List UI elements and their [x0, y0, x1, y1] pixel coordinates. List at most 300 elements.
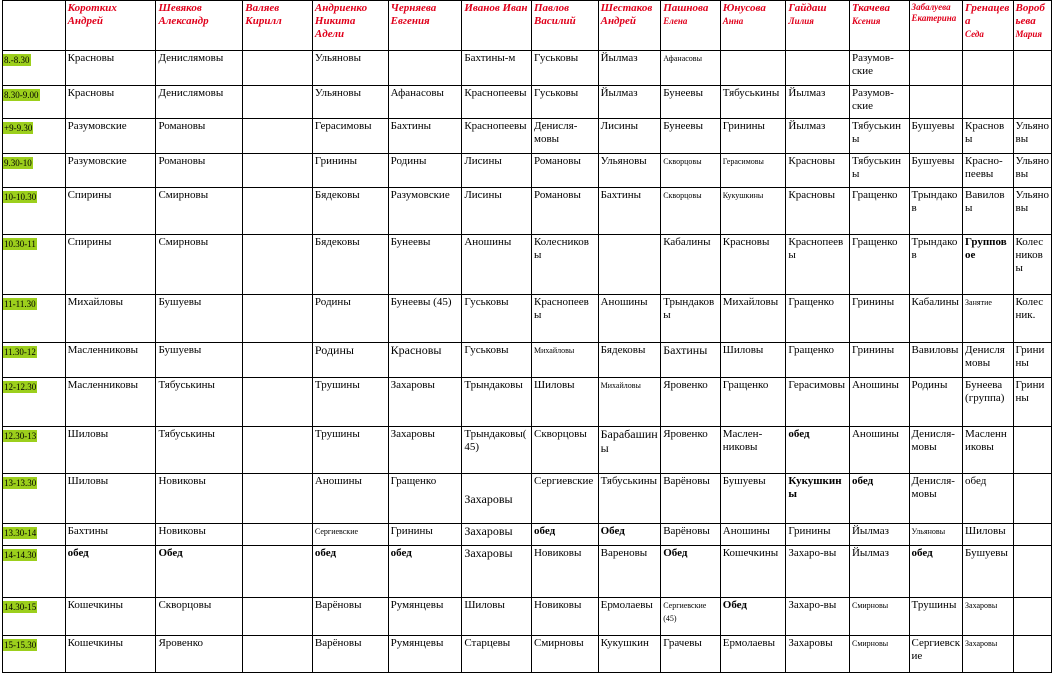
- schedule-cell: [963, 86, 1013, 119]
- schedule-cell: [849, 188, 909, 235]
- schedule-cell: [786, 474, 850, 524]
- schedule-cell: [786, 295, 850, 343]
- cell-text: Романовы: [158, 155, 206, 167]
- schedule-cell: [786, 427, 850, 474]
- cell-text: Ульяновы: [314, 52, 362, 64]
- schedule-cell: [156, 119, 243, 154]
- cell-text: Тябуськины: [851, 120, 902, 145]
- schedule-cell: [786, 154, 850, 188]
- cell-text: Родины: [314, 343, 354, 357]
- cell-text: Трындаков: [911, 236, 958, 261]
- header-cell: Андриенко Никита Адели: [312, 1, 388, 51]
- cell-text: Красно-пеевы: [965, 155, 1003, 180]
- cell-text: Аношины: [600, 296, 648, 308]
- cell-text: Йылмаз: [851, 547, 889, 559]
- time-slot-label: 15-15.30: [4, 640, 37, 650]
- header-cell: Шестаков Андрей: [598, 1, 661, 51]
- cell-text: Ульяновы: [314, 87, 362, 99]
- schedule-cell: [156, 295, 243, 343]
- cell-text: Ермолаевы: [722, 637, 775, 649]
- schedule-cell: [462, 86, 532, 119]
- cell-text: Захаровы: [965, 639, 998, 648]
- schedule-cell: [388, 235, 462, 295]
- cell-text: Красновы: [67, 87, 115, 99]
- time-slot-label: +9-9.30: [4, 123, 33, 133]
- cell-text: Скворцовы: [158, 599, 212, 611]
- cell-text: Скворцовы: [663, 157, 702, 166]
- schedule-cell: [661, 86, 721, 119]
- cell-text: Обед: [663, 547, 688, 559]
- schedule-cell: [661, 343, 721, 378]
- schedule-cell: [65, 427, 156, 474]
- cell-text: Трындаков: [911, 189, 958, 214]
- schedule-cell: [849, 343, 909, 378]
- cell-text: Бахтины: [67, 525, 108, 537]
- cell-text: Денисля-мовы: [911, 475, 955, 500]
- schedule-cell: [909, 295, 963, 343]
- cell-text: Афанасовы: [390, 87, 444, 99]
- schedule-cell: [243, 86, 313, 119]
- schedule-cell: [388, 546, 462, 598]
- cell-text: Масленниковы: [965, 428, 1007, 453]
- schedule-cell: [849, 119, 909, 154]
- schedule-row: [3, 427, 1052, 474]
- schedule-row: [3, 235, 1052, 295]
- header-cell: Черняева Евгения: [388, 1, 462, 51]
- cell-text: Аношины: [851, 379, 899, 391]
- schedule-cell: [462, 474, 532, 524]
- cell-text: Колесниковы: [533, 236, 589, 261]
- cell-text: Захаровы: [464, 492, 513, 506]
- cell-text: Колесниковы: [1015, 236, 1044, 274]
- schedule-cell: [598, 154, 661, 188]
- header-cell: Забалуева Екатерина: [909, 1, 963, 51]
- cell-text: Герасимовы: [788, 379, 845, 391]
- schedule-cell: [388, 636, 462, 673]
- cell-text: Гуськовы: [533, 87, 579, 99]
- schedule-cell: [661, 636, 721, 673]
- cell-text: Краснопеевы: [464, 87, 527, 99]
- cell-text: Захаровы: [390, 379, 435, 391]
- header-cell: Гайдаш Лилия: [786, 1, 850, 51]
- time-slot-label: 8.30-9.00: [4, 90, 39, 100]
- schedule-cell: [661, 546, 721, 598]
- cell-text: Бахтины: [600, 189, 642, 201]
- schedule-cell: [598, 524, 661, 546]
- schedule-cell: [65, 51, 156, 86]
- cell-text: Ульяновы: [1015, 120, 1050, 145]
- schedule-cell: [243, 474, 313, 524]
- schedule-cell: [312, 51, 388, 86]
- schedule-cell: [156, 546, 243, 598]
- cell-text: Бушуевы: [911, 155, 955, 167]
- schedule-cell: [388, 51, 462, 86]
- schedule-cell: [388, 188, 462, 235]
- cell-text: Кукушкины: [722, 191, 764, 200]
- cell-text: Вавиловы: [911, 344, 959, 356]
- schedule-cell: [531, 295, 598, 343]
- cell-text: Захаровы: [788, 637, 833, 649]
- cell-text: Захаро-вы: [788, 599, 837, 611]
- schedule-cell: [462, 598, 532, 636]
- cell-text: Смирновы: [533, 637, 584, 649]
- schedule-cell: [65, 474, 156, 524]
- schedule-cell: [462, 378, 532, 427]
- cell-text: Гращенко: [390, 475, 437, 487]
- cell-text: Аношины: [722, 525, 770, 537]
- schedule-cell: [156, 427, 243, 474]
- schedule-cell: [312, 154, 388, 188]
- schedule-cell: [531, 524, 598, 546]
- cell-text: Йылмаз: [788, 120, 826, 132]
- cell-text: Герасимовы: [722, 157, 764, 166]
- schedule-cell: [909, 636, 963, 673]
- schedule-cell: [720, 427, 786, 474]
- schedule-cell: [849, 474, 909, 524]
- cell-text: Ульяновы: [911, 527, 946, 536]
- cell-text: Михайловы: [600, 381, 641, 390]
- schedule-cell: [65, 378, 156, 427]
- cell-text: Аношины: [314, 475, 362, 487]
- cell-text: Колесник.: [1015, 296, 1044, 321]
- schedule-cell: [65, 295, 156, 343]
- schedule-row: [3, 51, 1052, 86]
- schedule-cell: [65, 636, 156, 673]
- cell-text: Денислямовы: [158, 52, 224, 64]
- cell-text: Яровенко: [663, 428, 708, 440]
- cell-text: Новиковы: [533, 547, 582, 559]
- schedule-cell: [462, 343, 532, 378]
- schedule-cell: [156, 474, 243, 524]
- schedule-cell: [963, 235, 1013, 295]
- schedule-cell: [243, 295, 313, 343]
- cell-text: Обед: [722, 599, 747, 611]
- schedule-cell: [849, 295, 909, 343]
- cell-text: Афанасовы: [663, 54, 702, 63]
- cell-text: Смирновы: [851, 639, 889, 648]
- cell-text: Сергиевские: [533, 475, 594, 487]
- schedule-cell: [65, 86, 156, 119]
- schedule-cell: [1013, 154, 1051, 188]
- schedule-cell: [312, 546, 388, 598]
- cell-text: Денисля-мовы: [911, 428, 955, 453]
- header-cell: Пашнова Елена: [661, 1, 721, 51]
- schedule-cell: [65, 546, 156, 598]
- schedule-cell: [909, 119, 963, 154]
- schedule-cell: [786, 343, 850, 378]
- cell-text: Захаровы: [965, 601, 998, 610]
- schedule-cell: [786, 636, 850, 673]
- cell-text: Красновы: [722, 236, 770, 248]
- schedule-cell: [65, 598, 156, 636]
- cell-text: Йылмаз: [851, 525, 889, 537]
- cell-text: Маслен-никовы: [722, 428, 763, 453]
- header-cell: Юнусова Анна: [720, 1, 786, 51]
- schedule-cell: [909, 474, 963, 524]
- schedule-cell: [65, 154, 156, 188]
- cell-text: Романовы: [533, 155, 581, 167]
- cell-text: Варёновы: [314, 637, 362, 649]
- schedule-cell: [65, 235, 156, 295]
- schedule-cell: [720, 51, 786, 86]
- schedule-cell: [849, 154, 909, 188]
- schedule-cell: [909, 378, 963, 427]
- schedule-cell: [786, 524, 850, 546]
- schedule-cell: [156, 343, 243, 378]
- cell-text: Шиловы: [67, 428, 109, 440]
- schedule-cell: [661, 154, 721, 188]
- cell-text: Гращенко: [722, 379, 769, 391]
- schedule-cell: [312, 119, 388, 154]
- cell-text: Тябуськины: [600, 475, 658, 487]
- cell-text: Йылмаз: [600, 87, 638, 99]
- cell-text: Разумов-ские: [851, 87, 894, 112]
- cell-text: Гринины: [851, 296, 895, 308]
- schedule-cell: [312, 427, 388, 474]
- schedule-cell: [720, 119, 786, 154]
- schedule-cell: [963, 378, 1013, 427]
- schedule-cell: [156, 598, 243, 636]
- schedule-cell: [531, 343, 598, 378]
- cell-text: обед: [788, 428, 810, 440]
- schedule-row: [3, 295, 1052, 343]
- schedule-cell: [243, 524, 313, 546]
- schedule-cell: [963, 474, 1013, 524]
- schedule-cell: [720, 295, 786, 343]
- cell-text: обед: [965, 475, 987, 487]
- cell-text: Красновы: [965, 120, 1005, 145]
- schedule-cell: [312, 524, 388, 546]
- cell-text: Краснопеевы: [464, 120, 527, 132]
- cell-text: Бядековы: [314, 189, 360, 201]
- schedule-cell: [243, 427, 313, 474]
- schedule-cell: [720, 86, 786, 119]
- schedule-cell: [462, 51, 532, 86]
- cell-text: Денисля-мовы: [533, 120, 578, 145]
- schedule-cell: [909, 154, 963, 188]
- schedule-cell: [312, 378, 388, 427]
- cell-text: Романовы: [533, 189, 581, 201]
- cell-text: Трындаковы: [663, 296, 715, 321]
- cell-text: Тябуськины: [158, 428, 215, 440]
- time-slot-cell: [3, 119, 66, 154]
- cell-text: Михайловы: [533, 346, 575, 355]
- header-cell: Шевяков Александр: [156, 1, 243, 51]
- cell-text: Тябуськины: [158, 379, 215, 391]
- time-slot-label: 11.30-12: [4, 347, 36, 357]
- cell-text: Сергиевские (45): [663, 601, 707, 623]
- cell-text: Спирины: [67, 189, 112, 201]
- schedule-cell: [720, 598, 786, 636]
- cell-text: Денислямовы: [965, 344, 1005, 369]
- schedule-row: [3, 154, 1052, 188]
- cell-text: Новиковы: [158, 525, 206, 537]
- schedule-row: [3, 598, 1052, 636]
- schedule-cell: [1013, 636, 1051, 673]
- schedule-cell: [243, 636, 313, 673]
- cell-text: Лисины: [464, 155, 502, 167]
- schedule-cell: [462, 546, 532, 598]
- schedule-cell: [849, 51, 909, 86]
- schedule-cell: [156, 154, 243, 188]
- cell-text: обед: [911, 547, 933, 559]
- schedule-cell: [963, 636, 1013, 673]
- cell-text: Шиловы: [67, 475, 109, 487]
- schedule-row: [3, 119, 1052, 154]
- cell-text: Йылмаз: [600, 52, 638, 64]
- cell-text: Трушины: [314, 379, 360, 391]
- schedule-cell: [849, 86, 909, 119]
- cell-text: Кабалины: [663, 236, 711, 248]
- cell-text: Варёновы: [314, 599, 362, 611]
- schedule-cell: [312, 86, 388, 119]
- schedule-cell: [661, 235, 721, 295]
- cell-text: Захаровы: [390, 428, 435, 440]
- header-cell: Валяев Кирилл: [243, 1, 313, 51]
- schedule-cell: [963, 598, 1013, 636]
- schedule-row: [3, 474, 1052, 524]
- cell-text: Разумовские: [390, 189, 450, 201]
- schedule-cell: [312, 343, 388, 378]
- schedule-cell: [598, 636, 661, 673]
- schedule-cell: [531, 427, 598, 474]
- schedule-cell: [849, 378, 909, 427]
- schedule-cell: [598, 546, 661, 598]
- time-slot-cell: [3, 524, 66, 546]
- schedule-cell: [388, 119, 462, 154]
- cell-text: Обед: [600, 525, 625, 537]
- cell-text: Спирины: [67, 236, 112, 248]
- time-slot-label: 11-11.30: [4, 299, 36, 309]
- schedule-cell: [462, 636, 532, 673]
- schedule-cell: [963, 51, 1013, 86]
- cell-text: Гуськовы: [464, 296, 509, 308]
- schedule-cell: [963, 188, 1013, 235]
- cell-text: Разумов-ские: [851, 52, 894, 77]
- schedule-cell: [531, 378, 598, 427]
- time-slot-cell: [3, 51, 66, 86]
- schedule-cell: [963, 546, 1013, 598]
- time-slot-label: 14-14.30: [4, 550, 37, 560]
- time-slot-cell: [3, 86, 66, 119]
- cell-text: Родины: [314, 296, 351, 308]
- schedule-cell: [849, 235, 909, 295]
- schedule-cell: [243, 378, 313, 427]
- cell-text: Бахтины: [663, 343, 708, 357]
- schedule-cell: [661, 295, 721, 343]
- schedule-cell: [720, 636, 786, 673]
- cell-text: Гринины: [314, 155, 358, 167]
- cell-text: Вавиловы: [965, 189, 1005, 214]
- cell-text: Бунеевы (45): [390, 296, 452, 308]
- schedule-cell: [243, 343, 313, 378]
- schedule-cell: [65, 524, 156, 546]
- schedule-cell: [909, 598, 963, 636]
- schedule-cell: [1013, 546, 1051, 598]
- cell-text: Новиковы: [533, 599, 582, 611]
- cell-text: Кошечкины: [722, 547, 779, 559]
- time-slot-cell: [3, 474, 66, 524]
- schedule-cell: [720, 154, 786, 188]
- schedule-row: [3, 636, 1052, 673]
- schedule-cell: [156, 378, 243, 427]
- cell-text: Кошечкины: [67, 637, 124, 649]
- cell-text: Бушуевы: [158, 344, 202, 356]
- cell-text: Ульяновы: [1015, 155, 1050, 180]
- cell-text: Кабалины: [911, 296, 959, 308]
- cell-text: Шиловы: [722, 344, 764, 356]
- cell-text: Михайловы: [67, 296, 123, 308]
- time-slot-label: 10-10.30: [4, 192, 37, 202]
- schedule-cell: [462, 295, 532, 343]
- schedule-cell: [531, 86, 598, 119]
- cell-text: Бунеевы: [390, 236, 431, 248]
- cell-text: Скворцовы: [533, 428, 587, 440]
- cell-text: Гращенко: [851, 189, 898, 201]
- schedule-cell: [462, 524, 532, 546]
- schedule-cell: [963, 427, 1013, 474]
- cell-text: Кошечкины: [67, 599, 124, 611]
- cell-text: Смирновы: [158, 189, 209, 201]
- schedule-cell: [156, 524, 243, 546]
- schedule-cell: [243, 154, 313, 188]
- schedule-cell: [1013, 598, 1051, 636]
- schedule-cell: [531, 546, 598, 598]
- schedule-cell: [65, 188, 156, 235]
- cell-text: Красновы: [788, 189, 835, 201]
- time-slot-label: 13-13.30: [4, 478, 37, 488]
- schedule-cell: [661, 427, 721, 474]
- schedule-cell: [909, 343, 963, 378]
- cell-text: Шиловы: [533, 379, 575, 391]
- schedule-cell: [156, 86, 243, 119]
- schedule-cell: [1013, 235, 1051, 295]
- cell-text: Захаровы: [464, 524, 513, 538]
- schedule-cell: [388, 524, 462, 546]
- cell-text: Гринины: [390, 525, 433, 537]
- cell-text: Гринины: [1015, 379, 1045, 404]
- schedule-cell: [1013, 474, 1051, 524]
- schedule-cell: [243, 119, 313, 154]
- schedule-cell: [1013, 86, 1051, 119]
- schedule-cell: [598, 51, 661, 86]
- header-cell: Гренацева Седа: [963, 1, 1013, 51]
- cell-text: Кукушкины: [788, 475, 842, 500]
- cell-text: Яровенко: [663, 379, 708, 391]
- schedule-cell: [720, 188, 786, 235]
- schedule-cell: [531, 119, 598, 154]
- time-slot-cell: [3, 235, 66, 295]
- schedule-row: [3, 378, 1052, 427]
- header-cell: Коротких Андрей: [65, 1, 156, 51]
- cell-text: обед: [851, 475, 874, 487]
- cell-text: Романовы: [158, 120, 206, 132]
- schedule-cell: [388, 378, 462, 427]
- cell-text: Красновы: [788, 155, 835, 167]
- cell-text: Бахтины-м: [464, 52, 516, 64]
- schedule-row: [3, 524, 1052, 546]
- cell-text: Гращенко: [788, 344, 834, 356]
- schedule-cell: [909, 188, 963, 235]
- schedule-cell: [531, 474, 598, 524]
- cell-text: Родины: [911, 379, 948, 391]
- schedule-cell: [1013, 524, 1051, 546]
- time-slot-cell: [3, 636, 66, 673]
- schedule-cell: [909, 86, 963, 119]
- cell-text: Родины: [390, 155, 427, 167]
- schedule-cell: [531, 235, 598, 295]
- cell-text: Трындаковы: [464, 379, 523, 391]
